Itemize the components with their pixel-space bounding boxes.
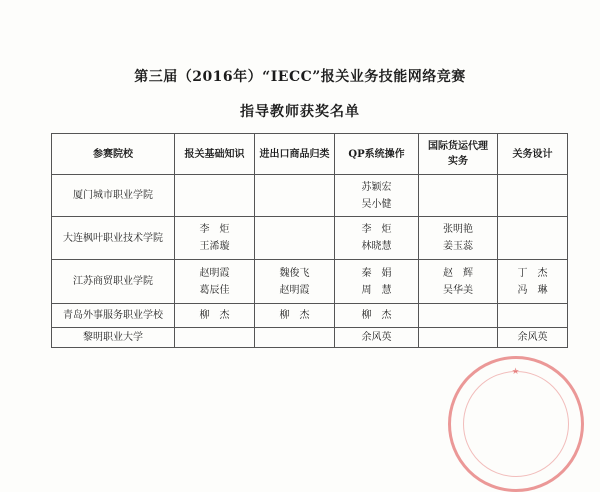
- teacher-name: 秦 娟: [361, 267, 392, 279]
- header-basic: 报关基础知识: [175, 134, 255, 175]
- freight-cell: [419, 175, 498, 217]
- school-cell: 江苏商贸职业学院: [52, 260, 175, 304]
- teacher-name: 姜玉蕊: [443, 241, 473, 252]
- classification-cell: [255, 260, 335, 304]
- classification-cell: [255, 217, 335, 260]
- school-cell: 黎明职业大学: [52, 328, 175, 348]
- qp-cell: [335, 217, 419, 260]
- teacher-name: 魏俊飞: [279, 267, 310, 279]
- table-header-row: [52, 134, 568, 175]
- header-qp: QP系统操作: [335, 134, 419, 175]
- classification-cell: [255, 175, 335, 217]
- teacher-name: 周 慧: [361, 284, 392, 296]
- official-seal: [448, 356, 584, 492]
- seal-inner-ring: [463, 371, 569, 477]
- school-cell: 青岛外事服务职业学校: [52, 304, 175, 328]
- teacher-name: 苏颖宏: [361, 181, 392, 193]
- table-row: [52, 217, 568, 260]
- basic-cell: 柳 杰: [175, 304, 255, 328]
- design-cell: [498, 304, 568, 328]
- awards-table: [51, 133, 568, 348]
- teacher-name: 吴小健: [361, 198, 392, 210]
- qp-cell: [335, 175, 419, 217]
- table-row: [52, 260, 568, 304]
- teacher-name: 赵明霞: [279, 284, 310, 296]
- header-freight-line2: 实务: [448, 156, 468, 167]
- qp-cell: 余风英: [335, 328, 419, 348]
- design-cell: 余风英: [498, 328, 568, 348]
- teacher-name: 丁 杰: [517, 267, 548, 279]
- school-cell: 厦门城市职业学院: [52, 175, 175, 217]
- freight-cell: [419, 217, 498, 260]
- freight-cell: [419, 260, 498, 304]
- design-cell: [498, 260, 568, 304]
- teacher-name: 葛辰佳: [199, 284, 230, 296]
- design-cell: [498, 217, 568, 260]
- header-classification: 进出口商品归类: [255, 134, 335, 175]
- school-cell: 大连枫叶职业技术学院: [52, 217, 175, 260]
- teacher-name: 冯 琳: [517, 284, 548, 296]
- teacher-name: 赵 辉: [443, 267, 473, 279]
- basic-cell: [175, 175, 255, 217]
- header-freight: [419, 134, 498, 175]
- header-freight-line1: 国际货运代理: [428, 141, 488, 152]
- table-row: [52, 175, 568, 217]
- teacher-name: 王浠璇: [199, 241, 230, 252]
- freight-cell: [419, 328, 498, 348]
- classification-cell: [255, 328, 335, 348]
- qp-cell: 柳 杰: [335, 304, 419, 328]
- teacher-name: 赵明霞: [199, 267, 230, 279]
- design-cell: [498, 175, 568, 217]
- freight-cell: [419, 304, 498, 328]
- header-school: 参赛院校: [52, 134, 175, 175]
- seal-star-icon: ★: [511, 367, 521, 377]
- table-row: [52, 304, 568, 328]
- teacher-name: 李 炬: [361, 224, 392, 235]
- document-title: 第三届（2016年）“IECC”报关业务技能网络竞赛: [134, 69, 466, 85]
- basic-cell: [175, 217, 255, 260]
- basic-cell: [175, 260, 255, 304]
- classification-cell: 柳 杰: [255, 304, 335, 328]
- teacher-name: 李 炬: [199, 224, 230, 235]
- document-subtitle: 指导教师获奖名单: [240, 104, 360, 120]
- teacher-name: 吴华美: [443, 284, 473, 296]
- header-design: 关务设计: [498, 134, 568, 175]
- teacher-name: 林晓慧: [361, 241, 392, 252]
- teacher-name: 张明艳: [443, 224, 473, 235]
- basic-cell: [175, 328, 255, 348]
- qp-cell: [335, 260, 419, 304]
- table-row: [52, 328, 568, 348]
